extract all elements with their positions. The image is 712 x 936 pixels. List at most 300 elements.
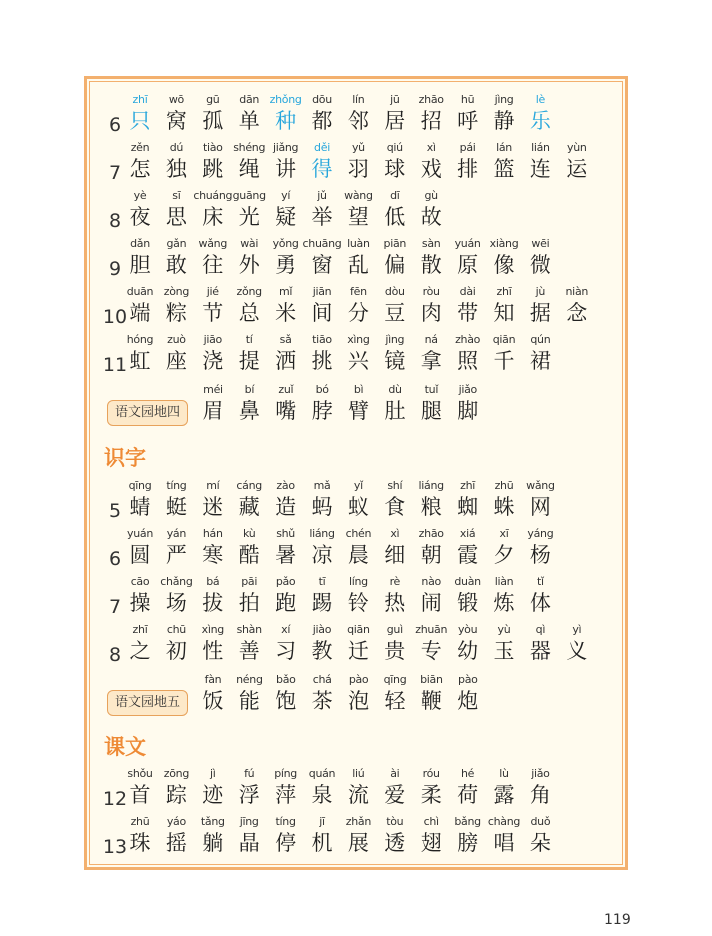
hanzi: 胆: [129, 253, 151, 277]
hanzi: 豆: [384, 301, 406, 325]
hanzi: 光: [238, 205, 260, 229]
hanzi: 微: [529, 253, 551, 277]
lesson-number: 8: [108, 644, 122, 666]
pinyin: jū: [390, 93, 400, 106]
pinyin: shí: [387, 479, 403, 492]
hanzi: 戏: [420, 157, 442, 181]
hanzi: 独: [165, 157, 187, 181]
hanzi: 幼: [457, 639, 479, 663]
character-cell: [446, 382, 490, 424]
pinyin: sǎ: [279, 333, 292, 346]
hanzi: 往: [202, 253, 224, 277]
hanzi: 绳: [238, 157, 260, 181]
pinyin: guì: [386, 623, 403, 636]
pinyin: zhāo: [418, 93, 444, 106]
hanzi: 透: [384, 831, 406, 855]
character-row: [100, 382, 620, 430]
hanzi: 晶: [238, 831, 260, 855]
pinyin: tiāo: [312, 333, 332, 346]
pinyin: pào: [458, 673, 478, 686]
pinyin: yòu: [457, 623, 478, 636]
hanzi: 泉: [311, 783, 333, 807]
pinyin: jiǎng: [272, 141, 299, 154]
hanzi: 迷: [202, 495, 224, 519]
hanzi: 肚: [384, 399, 406, 423]
hanzi: 粽: [165, 301, 187, 325]
pinyin: zěn: [130, 141, 150, 154]
pinyin: róu: [422, 767, 440, 780]
pinyin: wō: [168, 93, 184, 106]
hanzi: 分: [347, 301, 369, 325]
hanzi: 炮: [457, 689, 479, 713]
section-title: 课文: [104, 735, 146, 759]
hanzi: 蜓: [165, 495, 187, 519]
hanzi: 造: [275, 495, 297, 519]
pinyin: yáo: [166, 815, 186, 828]
hanzi: 运: [566, 157, 588, 181]
hanzi: 网: [529, 495, 551, 519]
hanzi: 角: [529, 783, 551, 807]
hanzi: 球: [384, 157, 406, 181]
pinyin: yuán: [454, 237, 481, 250]
pinyin: cáng: [236, 479, 262, 492]
hanzi: 义: [566, 639, 588, 663]
hanzi: 得: [311, 157, 333, 181]
hanzi: 单: [238, 109, 260, 133]
pinyin: mǎ: [313, 479, 331, 492]
hanzi: 迁: [347, 639, 369, 663]
hanzi: 邻: [347, 109, 369, 133]
hanzi: 脚: [457, 399, 479, 423]
pinyin: niàn: [565, 285, 589, 298]
hanzi: 蜻: [129, 495, 151, 519]
hanzi: 间: [311, 301, 333, 325]
pinyin: zǒng: [236, 285, 262, 298]
hanzi: 性: [202, 639, 224, 663]
hanzi: 念: [566, 301, 588, 325]
hanzi: 嘴: [275, 399, 297, 423]
pinyin: jiǎo: [531, 767, 550, 780]
character-row: [100, 140, 620, 188]
pinyin: qiān: [492, 333, 516, 346]
hanzi: 呼: [457, 109, 479, 133]
hanzi: 洒: [275, 349, 297, 373]
character-row: [100, 284, 620, 332]
pinyin: tī: [318, 575, 326, 588]
hanzi: 朵: [529, 831, 551, 855]
pinyin: tòu: [386, 815, 404, 828]
pinyin: xiá: [459, 527, 476, 540]
hanzi: 讲: [275, 157, 297, 181]
pinyin: liáng: [309, 527, 335, 540]
character-cell: [555, 622, 599, 664]
lesson-number: 10: [102, 306, 128, 328]
pinyin: piān: [383, 237, 407, 250]
pinyin: qiān: [347, 623, 370, 636]
pinyin: jī: [319, 815, 325, 828]
pinyin: liú: [352, 767, 365, 780]
hanzi: 都: [311, 109, 333, 133]
hanzi: 停: [275, 831, 297, 855]
lesson-number: 5: [108, 500, 122, 522]
pinyin: chá: [312, 673, 332, 686]
hanzi: 拿: [420, 349, 442, 373]
pinyin: rè: [389, 575, 401, 588]
hanzi: 食: [384, 495, 406, 519]
pinyin: xìng: [201, 623, 224, 636]
unit-badge: 语文园地五: [107, 690, 188, 716]
pinyin: yáng: [527, 527, 554, 540]
hanzi: 霞: [457, 543, 479, 567]
hanzi: 窗: [311, 253, 333, 277]
hanzi: 浇: [202, 349, 224, 373]
pinyin: yùn: [567, 141, 587, 154]
hanzi: 寒: [202, 543, 224, 567]
hanzi: 浮: [238, 783, 260, 807]
hanzi: 场: [165, 591, 187, 615]
character-cell: [518, 478, 562, 520]
pinyin: lián: [531, 141, 550, 154]
pinyin: hé: [461, 767, 475, 780]
pinyin: gū: [206, 93, 220, 106]
pinyin: xí: [281, 623, 291, 636]
pinyin: lù: [499, 767, 509, 780]
lesson-number: 8: [108, 210, 122, 232]
character-cell: [518, 814, 562, 856]
hanzi: 晨: [347, 543, 369, 567]
hanzi: 腿: [420, 399, 442, 423]
hanzi: 招: [420, 109, 442, 133]
hanzi: 轻: [384, 689, 406, 713]
hanzi: 兴: [347, 349, 369, 373]
pinyin: shéng: [233, 141, 266, 154]
pinyin: tíng: [275, 815, 296, 828]
hanzi: 总: [238, 301, 260, 325]
hanzi: 之: [129, 639, 151, 663]
pinyin: jì: [210, 767, 216, 780]
pinyin: shǔ: [276, 527, 295, 540]
pinyin: děi: [314, 141, 330, 154]
pinyin: zōng: [163, 767, 190, 780]
section-title: 识字: [104, 446, 146, 470]
hanzi: 茶: [311, 689, 333, 713]
hanzi: 习: [275, 639, 297, 663]
hanzi: 严: [165, 543, 187, 567]
hanzi: 照: [457, 349, 479, 373]
pinyin: chuáng: [193, 189, 233, 202]
pinyin: duān: [126, 285, 154, 298]
hanzi: 居: [384, 109, 406, 133]
pinyin: liàn: [494, 575, 514, 588]
pinyin: gù: [424, 189, 438, 202]
hanzi: 像: [493, 253, 515, 277]
unit-badge: 语文园地四: [107, 400, 188, 426]
pinyin: zuǐ: [278, 383, 294, 396]
pinyin: píng: [274, 767, 297, 780]
hanzi: 泡: [348, 689, 370, 713]
pinyin: jiào: [312, 623, 332, 636]
pinyin: shàn: [236, 623, 262, 636]
pinyin: zhào: [455, 333, 481, 346]
pinyin: jù: [535, 285, 546, 298]
character-row: [100, 478, 620, 526]
hanzi: 脖: [311, 399, 333, 423]
hanzi: 展: [347, 831, 369, 855]
pinyin: tǎng: [200, 815, 225, 828]
hanzi: 知: [493, 301, 515, 325]
character-row: [100, 814, 620, 862]
pinyin: yì: [572, 623, 582, 636]
pinyin: bí: [244, 383, 255, 396]
hanzi: 朝: [420, 543, 442, 567]
hanzi: 露: [493, 783, 515, 807]
pinyin: dǎn: [130, 237, 150, 250]
page-number: 119: [604, 912, 631, 928]
hanzi: 眉: [202, 399, 224, 423]
pinyin: mǐ: [279, 285, 293, 298]
hanzi: 肉: [420, 301, 442, 325]
character-row: [100, 188, 620, 236]
hanzi: 怎: [129, 157, 151, 181]
pinyin: chàng: [487, 815, 521, 828]
pinyin: xì: [390, 527, 400, 540]
pinyin: yí: [281, 189, 291, 202]
hanzi: 座: [165, 349, 187, 373]
hanzi: 原: [457, 253, 479, 277]
character-cell: [518, 766, 562, 808]
hanzi: 思: [165, 205, 187, 229]
hanzi: 器: [529, 639, 551, 663]
pinyin: zhī: [132, 93, 148, 106]
hanzi: 粮: [420, 495, 442, 519]
hanzi: 据: [529, 301, 551, 325]
character-row: [100, 574, 620, 622]
hanzi: 教: [311, 639, 333, 663]
character-row: [100, 236, 620, 284]
pinyin: yè: [133, 189, 147, 202]
hanzi: 炼: [493, 591, 515, 615]
hanzi: 蚂: [311, 495, 333, 519]
pinyin: yǒng: [272, 237, 299, 250]
hanzi: 裙: [529, 349, 551, 373]
pinyin: hū: [460, 93, 475, 106]
hanzi: 虹: [129, 349, 151, 373]
pinyin: yuán: [127, 527, 153, 540]
pinyin: chén: [345, 527, 372, 540]
pinyin: xì: [426, 141, 436, 154]
hanzi: 酷: [238, 543, 260, 567]
pinyin: lè: [535, 93, 545, 106]
pinyin: quán: [308, 767, 336, 780]
hanzi: 乱: [347, 253, 369, 277]
hanzi: 爱: [384, 783, 406, 807]
hanzi: 细: [384, 543, 406, 567]
pinyin: mí: [206, 479, 220, 492]
hanzi: 机: [311, 831, 333, 855]
hanzi: 蚁: [347, 495, 369, 519]
character-cell: [518, 236, 562, 278]
pinyin: líng: [348, 575, 368, 588]
hanzi: 故: [420, 205, 442, 229]
pinyin: zhī: [460, 479, 476, 492]
pinyin: qún: [530, 333, 551, 346]
pinyin: ná: [424, 333, 438, 346]
pinyin: bó: [315, 383, 329, 396]
pinyin: chì: [423, 815, 439, 828]
lesson-number: 13: [102, 836, 128, 858]
hanzi: 锻: [457, 591, 479, 615]
pinyin: néng: [236, 673, 263, 686]
pinyin: guāng: [232, 189, 266, 202]
hanzi: 蛛: [493, 495, 515, 519]
hanzi: 拔: [202, 591, 224, 615]
pinyin: zhī: [496, 285, 512, 298]
pinyin: chū: [166, 623, 186, 636]
hanzi: 提: [238, 349, 260, 373]
character-cell: [518, 574, 562, 616]
character-cell: [555, 284, 599, 326]
hanzi: 饭: [202, 689, 224, 713]
pinyin: zhǎn: [345, 815, 372, 828]
pinyin: dú: [169, 141, 184, 154]
hanzi: 饱: [275, 689, 297, 713]
hanzi: 孤: [202, 109, 224, 133]
pinyin: bá: [206, 575, 220, 588]
hanzi: 连: [529, 157, 551, 181]
hanzi: 静: [493, 109, 515, 133]
hanzi: 篮: [493, 157, 515, 181]
character-row: [100, 672, 620, 720]
pinyin: zuò: [167, 333, 186, 346]
pinyin: tuǐ: [424, 383, 439, 396]
hanzi: 外: [238, 253, 260, 277]
pinyin: tí: [245, 333, 253, 346]
hanzi: 望: [347, 205, 369, 229]
pinyin: dù: [388, 383, 402, 396]
pinyin: zòng: [163, 285, 190, 298]
hanzi: 端: [129, 301, 151, 325]
hanzi: 流: [347, 783, 369, 807]
hanzi: 跑: [275, 591, 297, 615]
pinyin: yǐ: [353, 479, 363, 492]
hanzi: 热: [384, 591, 406, 615]
hanzi: 敢: [165, 253, 187, 277]
pinyin: chǎng: [160, 575, 193, 588]
hanzi: 鞭: [420, 689, 442, 713]
hanzi: 圆: [129, 543, 151, 567]
character-row: [100, 92, 620, 140]
pinyin: dòu: [384, 285, 405, 298]
pinyin: fú: [244, 767, 255, 780]
pinyin: tǐ: [537, 575, 544, 588]
hanzi: 蜘: [457, 495, 479, 519]
hanzi: 专: [420, 639, 442, 663]
pinyin: qīng: [128, 479, 152, 492]
pinyin: fàn: [204, 673, 222, 686]
hanzi: 千: [493, 349, 515, 373]
hanzi: 操: [129, 591, 151, 615]
hanzi: 散: [420, 253, 442, 277]
pinyin: chuāng: [302, 237, 342, 250]
hanzi: 贵: [384, 639, 406, 663]
pinyin: zhū: [494, 479, 514, 492]
hanzi: 膀: [457, 831, 479, 855]
hanzi: 夕: [493, 543, 515, 567]
hanzi: 摇: [165, 831, 187, 855]
lesson-number: 7: [108, 162, 122, 184]
pinyin: pào: [348, 673, 369, 686]
pinyin: lín: [352, 93, 365, 106]
pinyin: pāi: [241, 575, 258, 588]
pinyin: pái: [459, 141, 476, 154]
pinyin: gǎn: [166, 237, 187, 250]
hanzi: 羽: [347, 157, 369, 181]
pinyin: zào: [276, 479, 295, 492]
pinyin: xiàng: [489, 237, 519, 250]
hanzi: 排: [457, 157, 479, 181]
character-cell: [446, 672, 490, 714]
pinyin: hóng: [126, 333, 154, 346]
pinyin: ài: [390, 767, 400, 780]
hanzi: 杨: [529, 543, 551, 567]
pinyin: zhū: [130, 815, 150, 828]
hanzi: 低: [384, 205, 406, 229]
character-cell: [518, 332, 562, 374]
hanzi: 唱: [493, 831, 515, 855]
hanzi: 镜: [384, 349, 406, 373]
pinyin: xìng: [347, 333, 370, 346]
pinyin: bǎo: [276, 673, 296, 686]
character-row: [100, 526, 620, 574]
hanzi: 拍: [238, 591, 260, 615]
hanzi: 荷: [457, 783, 479, 807]
pinyin: dōu: [312, 93, 332, 106]
pinyin: qì: [535, 623, 546, 636]
character-cell: [518, 526, 562, 568]
lesson-number: 11: [102, 354, 128, 376]
pinyin: duàn: [454, 575, 481, 588]
hanzi: 闹: [420, 591, 442, 615]
pinyin: zhǒng: [269, 93, 302, 106]
hanzi: 玉: [493, 639, 515, 663]
pinyin: zhuān: [415, 623, 448, 636]
pinyin: luàn: [347, 237, 370, 250]
lesson-number: 12: [102, 788, 128, 810]
pinyin: wǎng: [526, 479, 555, 492]
character-cell: [518, 92, 562, 134]
pinyin: bǎng: [454, 815, 481, 828]
pinyin: nào: [421, 575, 441, 588]
hanzi: 跳: [202, 157, 224, 181]
pinyin: jǔ: [317, 189, 327, 202]
hanzi: 凉: [311, 543, 333, 567]
hanzi: 踢: [311, 591, 333, 615]
hanzi: 乐: [529, 109, 551, 133]
hanzi: 只: [129, 109, 151, 133]
pinyin: wàng: [344, 189, 373, 202]
pinyin: dān: [239, 93, 260, 106]
hanzi: 躺: [202, 831, 224, 855]
hanzi: 鼻: [238, 399, 260, 423]
character-cell: [409, 188, 453, 230]
hanzi: 夜: [129, 205, 151, 229]
pinyin: zhāo: [418, 527, 444, 540]
character-row: [100, 332, 620, 380]
hanzi: 踪: [165, 783, 187, 807]
hanzi: 迹: [202, 783, 224, 807]
hanzi: 勇: [275, 253, 297, 277]
pinyin: sàn: [421, 237, 441, 250]
